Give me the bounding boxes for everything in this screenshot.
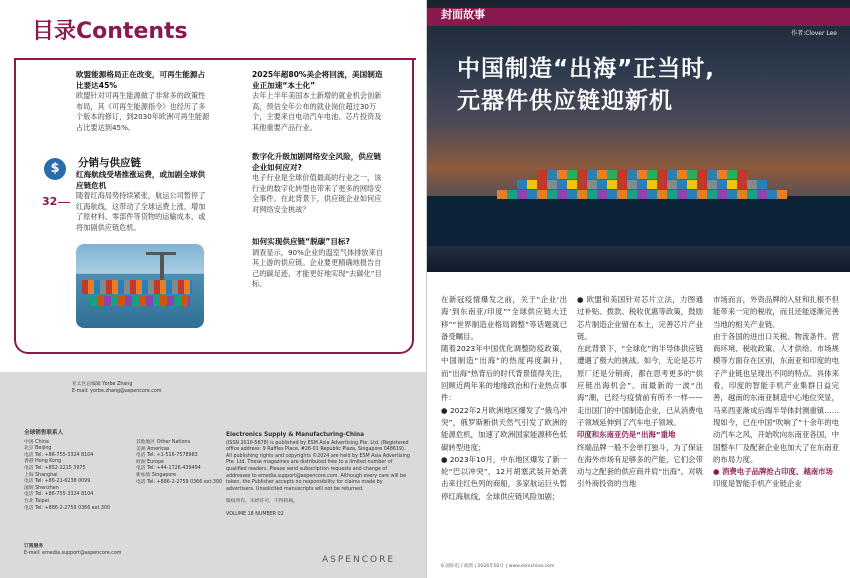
toc-entry-body: 调查显示，90%企业的温室气体排放来自其上游的供应链。企业要更精确地报告自己的碳足迹，才能更好地实现“去碳化”目标。 (252, 247, 383, 289)
volume-number: VOLUME 18 NUMBER 02 (226, 511, 284, 517)
toc-entry-body: 随着红海局势持续紧张，航运公司暂停了红海航线，这带动了全球运费上涨，增加了原材料、零部件等货物的运输成本，或将加剧供应链危机。 (76, 191, 206, 232)
toc-entry-red-sea[interactable] (76, 170, 208, 234)
toc-entry-body: 去年上半年美国本土新增的就业机会创新高，预估全年公布的就业岗位超过30万个，主要来自电动汽车电池、芯片投资及其他重要产品行业。 (252, 91, 382, 132)
page-number: 32 (42, 195, 58, 208)
toc-entry-energy[interactable] (76, 70, 212, 134)
divider (58, 202, 70, 203)
article-column-1 (441, 294, 567, 503)
city-taipei: 台北 Taipei (24, 498, 49, 504)
contents-title: 目录Contents (32, 19, 188, 44)
toc-entry-body: 电子行业是全球价值最高的行业之一，该行业的数字化转型也带来了更多的网络安全事件。在此背景下，供应链企业如何应对网络安全挑战？ (252, 173, 382, 214)
harbor-photo (76, 244, 204, 328)
toc-entry-us-reshoring[interactable] (252, 70, 388, 134)
page-footer: 6 国际电子商情 | 2024年02月 | www.esmchina.com (441, 564, 555, 569)
dollar-cycle-icon: $ (44, 158, 66, 180)
tel-americas: 电话 Tel: +1-516-7578983 (136, 453, 198, 459)
aspencore-logo: ASPENCORE (322, 555, 396, 565)
containers-row (537, 170, 747, 179)
subscription-title: 订阅服务 (24, 544, 44, 549)
region-china: 中国 China (24, 439, 49, 445)
column-text: 终端品牌一般不会单打独斗，为了保证在海外市场有足够多的产能，它们会带动与之配套的供应商并肩“出海”。对吸引外商投资的当地 (577, 442, 703, 489)
editor-email: E-mail: yorbe.zhang@aspencore.com (72, 388, 162, 394)
editor-block (72, 382, 242, 395)
cover-story-tag: 封面故事 (441, 8, 485, 21)
toc-entry-heading: 数字化升级加剧网络安全风险，供应链企业如何应对? (252, 152, 382, 172)
column-text: ● 欧盟和美国针对芯片立法，力图通过补贴、拨款、税收优惠等政策，鼓励芯片制造企业留在本土，完善芯片产业链。 在此背景下，“全球化”的半导体供应链遭遇了极大的挑战。如今，无论是芯片原厂还是分销商，都在思考更多的“供应链出海机会”。而最新的一波“出海”潮，已经与疫情前有所不一样——走出国门的中国制造企业，已从消费电子领域延伸到了汽车电子领域。 (577, 295, 703, 427)
contacts-title: 全球销售联系人 (24, 430, 64, 436)
other-nations: 其他地区 Other Nations (136, 440, 191, 445)
publication-info (226, 432, 412, 519)
toc-entry-heading: 红海航线受堵推涨运费，或加剧全球供应链危机 (76, 170, 206, 190)
toc-entry-decarbon[interactable] (252, 237, 386, 290)
toc-entry-heading: 欧盟能源格局正在改变，可再生能源占比要达45% (76, 70, 206, 90)
containers-row (497, 190, 787, 199)
subheading: 印度和东南亚仍是“出海”重地 (577, 430, 676, 440)
toc-entry-heading: 2025年超80%美企将回流，美国制造业正加速“本土化” (252, 70, 383, 90)
column-text: 市场而言，外资品牌的入驻和扎根不但能带来一定的税收，而且还能逐渐完善当地的相关产业链。 由于各国的进出口关税、物流条件、营商环境、税收政策、人才供给、市场规模等方面存在区别，东南亚和印度的电子产业链也呈现出不同的特点。具体来看，印度的智能手机产业集群日益完善，越南的东南亚制造中心地位突显，马来西亚渐成后端半导体封测重镇……现如今，已在中国“吹响了”十余年的电动汽车之风，开始吹向东南亚各国，中国整车厂及配套企业也加大了在东南亚的布局力度。 (713, 295, 839, 464)
cargo-ship-shape (427, 196, 850, 246)
toc-entry-body: 欧盟针对可再生能源做了非常多的政策性布局，其《可再生能源指令》也经历了多个版本的修订，到2030年欧洲可再生能源占比要达到45%。 (76, 91, 210, 132)
region-americas: 美洲 Americas (136, 446, 170, 452)
tel-shenzhen: 电话 Tel: +86-755-3324 8104 (24, 492, 94, 498)
headline-line-2: 元器件供应链迎新机 (457, 88, 673, 114)
city-shenzhen: 深圳 Shenzhen (24, 485, 59, 491)
masthead-footer (0, 372, 426, 578)
tel-hongkong: 电话 Tel: +852-2215 3975 (24, 465, 86, 471)
toc-entry-heading: 如何实现供应链“脱碳”目标? (252, 237, 350, 246)
cover-story-page (426, 0, 850, 578)
region-europe: 欧洲 Europe (136, 459, 164, 465)
city-beijing: 北京 Beijing (24, 446, 52, 452)
city-shanghai: 上海 Shanghai (24, 472, 58, 478)
subscription-block (24, 544, 174, 557)
hero-image (427, 0, 850, 272)
sales-contacts (24, 430, 132, 512)
tel-beijing: 电话 Tel: +86-755-3324 8104 (24, 452, 94, 458)
toc-entry-cybersecurity[interactable] (252, 152, 386, 216)
tel-shanghai: 电话 Tel: +86-21-6238 0099 (24, 479, 91, 485)
rights-notice: 版权所有，未经许可，不得转载。 (226, 499, 298, 505)
publication-title: Electronics Supply & Manufacturing-China (226, 432, 365, 438)
tel-taipei: 电话 Tel: +886-2-2759 0366 ext.300 (24, 505, 111, 511)
city-hongkong: 香港 Hong Kong (24, 459, 62, 465)
subheading: ● 消费电子品牌抢占印度、越南市场 (713, 467, 833, 477)
containers-row (517, 180, 767, 189)
subscription-email[interactable]: E-mail: emedia.support@aspencore.com (24, 550, 122, 556)
column-text: 在新冠疫情爆发之前，关于“企业‘出海’到东南亚/印度”“全球供应链大迁移”“世界制造业格局调整”等话题就已备受瞩目。 随着2023年中国优化调整防疫政策，中国制造“出海”的热度再度飙升，而“出海”热背后的时代背景值得关注，回顾近两年来的地缘政治和行业热点事件： ● 2022年2月欧洲地区爆发了“俄乌冲突”，俄罗斯断供天然气引发了欧洲的能源危机，加速了欧洲国家能源移色低碳转型进度； ● 2023年10月，中东地区爆发了新一轮“巴以冲突”，12月胡塞武装开始袭击来往红色列的商船，多家航运巨头暂停红海航线，全球供应链风险加剧； (441, 295, 567, 501)
article-column-3 (713, 294, 839, 491)
headline-line-1: 中国制造“出海”正当时, (457, 56, 715, 82)
publication-body: (ISSN 2010-5678) is published by ESM Asia Advertising Pte. Ltd. (Registered office address: 9 Raffles Place, #26-01 Republic Plaza, Singapore 048619). All publishing rights and copyrights ©2024 are held by ESM Asia Advertising Pte. Ltd. These magazines are distributed free to a limited number of qualified readers. Please send subscription requests and change of addresses to emedia.support@aspencore.com. Although every care will be taken, the Publisher accepts no responsibility for claims made by advertisers. Unsolicited manuscripts will not be returned. (226, 440, 410, 492)
article-column-2 (577, 294, 703, 491)
tel-europe: 电话 Tel: +44-1726-439494 (136, 466, 201, 472)
author-byline: 作者:Clover Lee (791, 30, 837, 37)
column-text: 印度是智能手机产业链企业 (713, 479, 802, 489)
region-singapore: 新加坡 Singapore (136, 472, 177, 478)
section-title: 分销与供应链 (78, 157, 141, 169)
editor-name: 亚太区总编辑 Yorbe Zhang (72, 382, 133, 387)
tel-singapore: 电话 Tel: +886-2-2759 0366 ext.300 (136, 479, 223, 485)
other-contacts (136, 440, 226, 486)
